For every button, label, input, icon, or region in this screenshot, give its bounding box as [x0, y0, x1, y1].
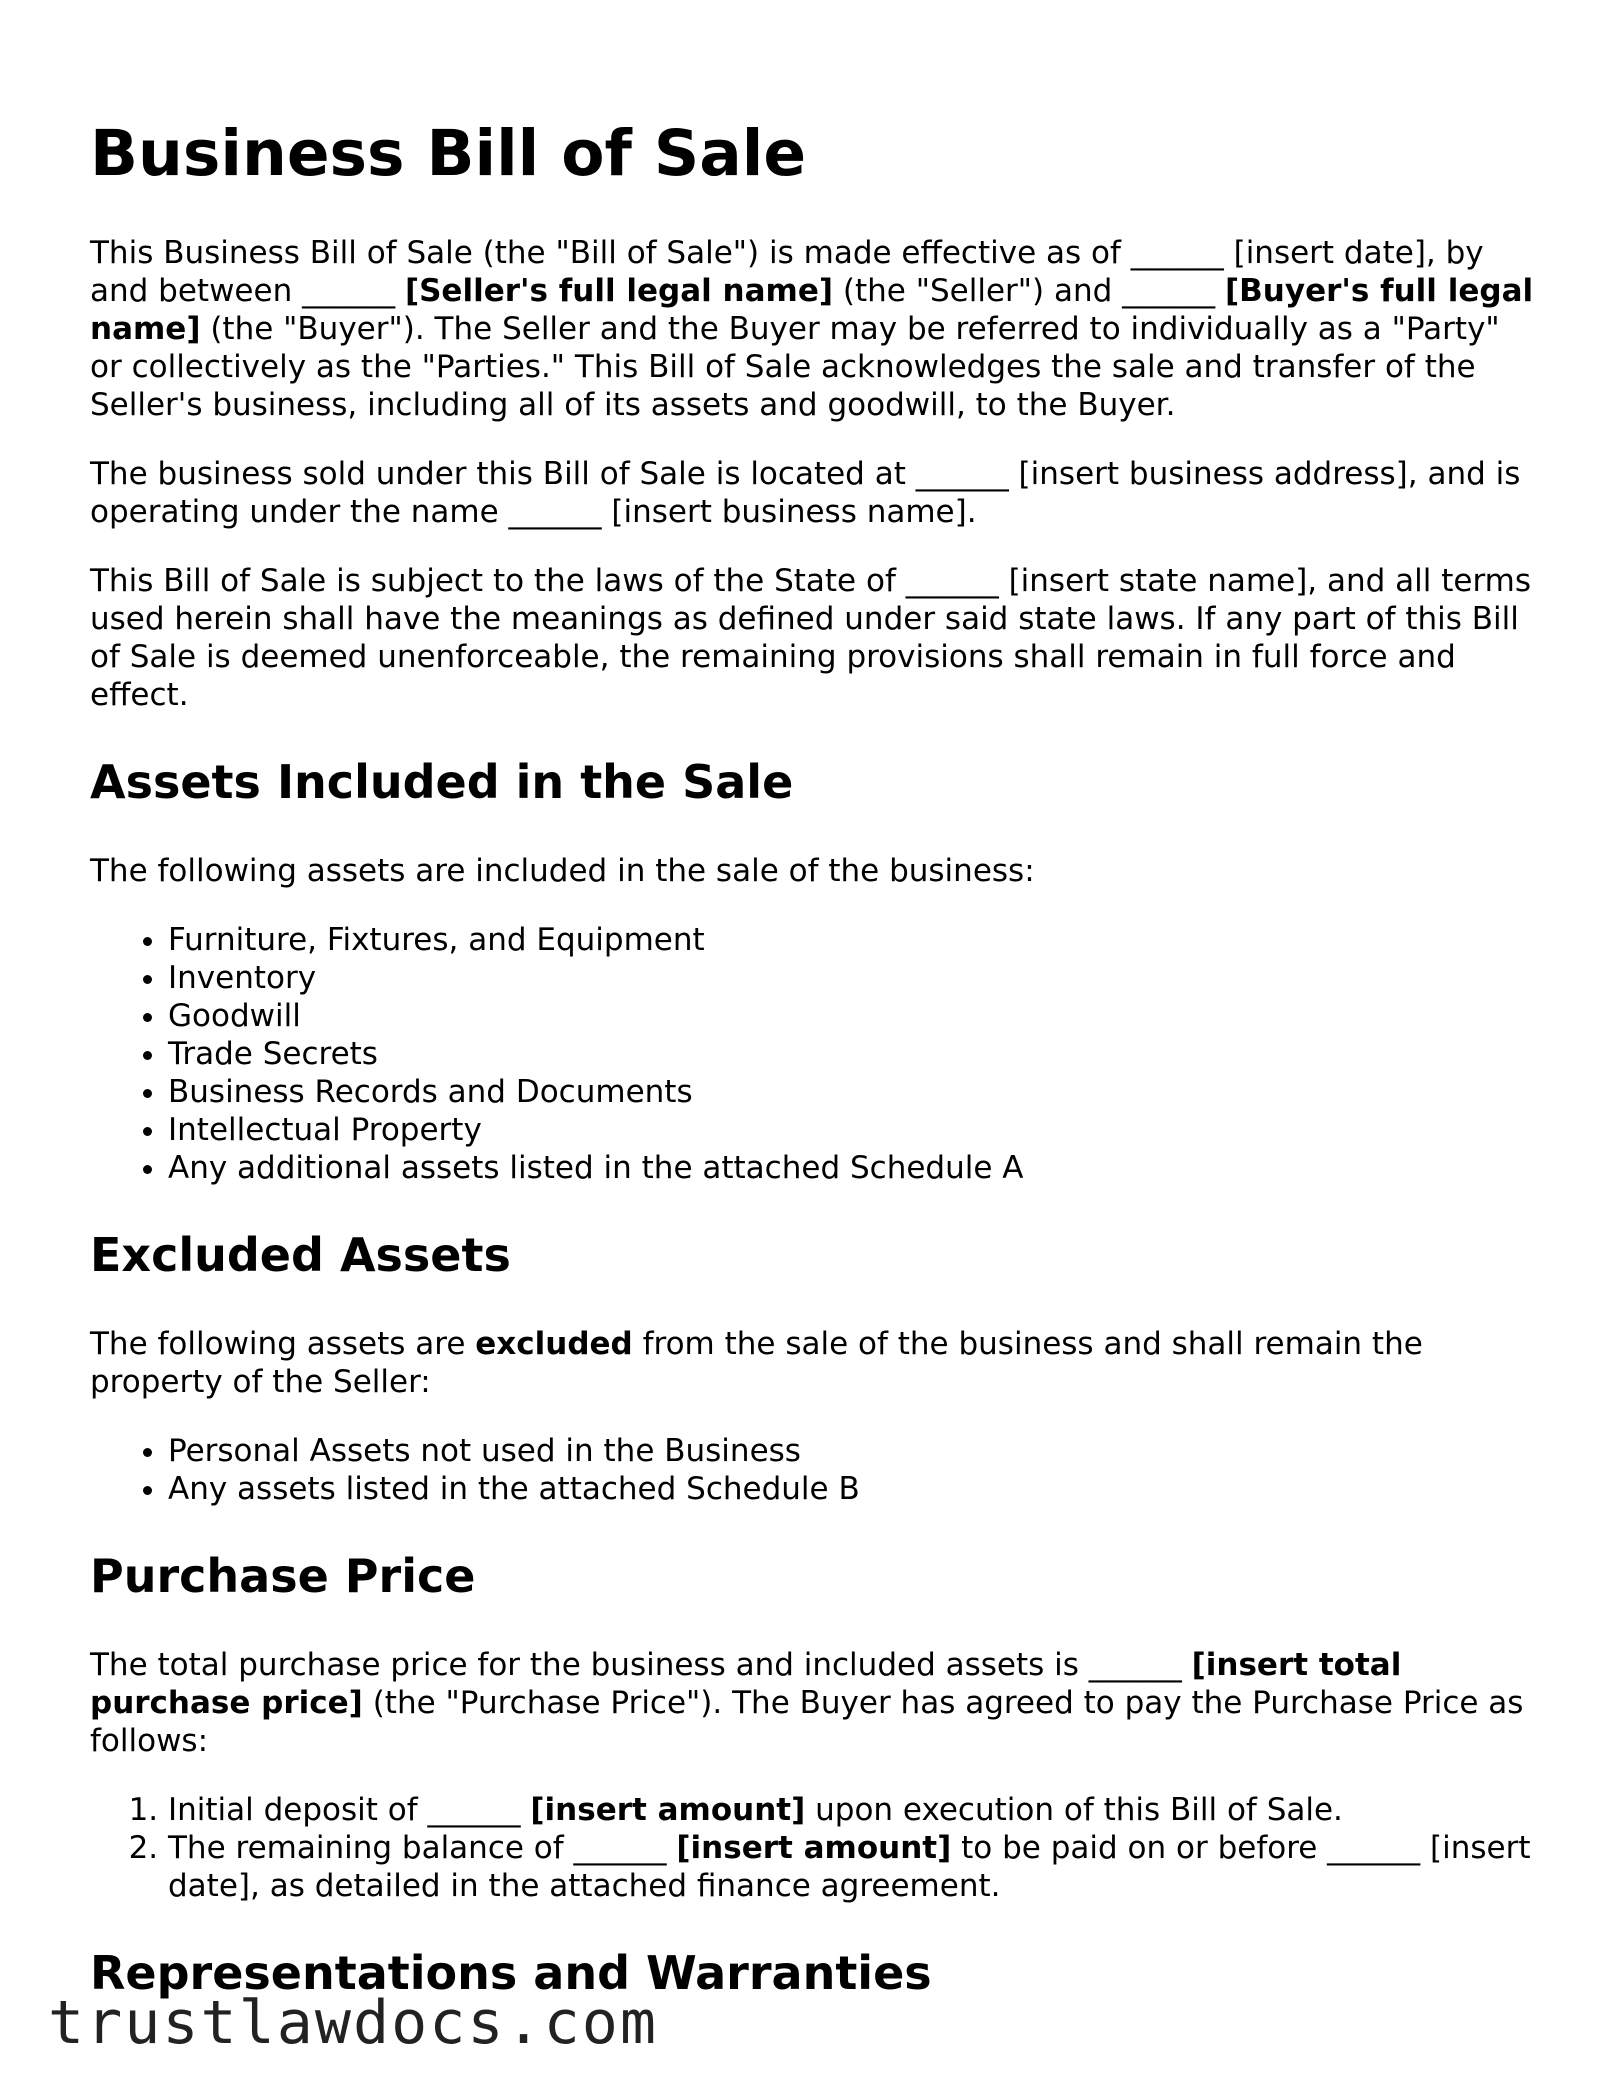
list-item: • Furniture, Fixtures, and Equipment — [168, 921, 1540, 959]
buyer-name-placeholder: [Buyer's full legal name] — [90, 273, 1534, 347]
excluded-assets-heading: Excluded Assets — [90, 1228, 511, 1282]
payment-step-pre: The remaining balance of ______ — [168, 1830, 677, 1866]
excluded-keyword: excluded — [475, 1326, 633, 1362]
list-item: • Any additional assets listed in the attached Schedule A — [168, 1149, 1540, 1187]
intro-text-1: This Business Bill of Sale (the "Bill of Sale") is made effective as of ______ [insert date], by and between ______ — [90, 235, 1484, 309]
location-paragraph: The business sold under this Bill of Sale is located at ______ [insert business address], and is operating under the name ______ [insert business name]. — [90, 456, 1521, 530]
purchase-price-heading: Purchase Price — [90, 1549, 476, 1603]
excluded-assets-intro — [90, 1325, 1540, 1401]
list-item: • Inventory — [168, 959, 1540, 997]
representations-heading: Representations and Warranties — [90, 1946, 932, 2000]
list-item: • Intellectual Property — [168, 1111, 1540, 1149]
assets-included-list — [90, 921, 1540, 1187]
total-price-placeholder: [insert total purchase price] — [90, 1647, 1402, 1721]
amount-placeholder: [insert amount] — [530, 1792, 806, 1828]
intro-text-2: (the "Seller") and ______ — [833, 273, 1225, 309]
excluded-assets-list — [90, 1432, 1540, 1508]
excluded-intro-pre: The following assets are — [90, 1326, 476, 1362]
assets-included-heading: Assets Included in the Sale — [90, 755, 794, 809]
payment-step-post: to be paid on or before ______ [insert date], as detailed in the attached finance agreement. — [168, 1830, 1531, 1904]
document-page — [90, 100, 1540, 2043]
list-item: • Goodwill — [168, 997, 1540, 1035]
purchase-price-paragraph — [90, 1646, 1540, 1760]
purchase-price-pre: The total purchase price for the business and included assets is ______ — [90, 1647, 1192, 1683]
payment-steps-list — [90, 1791, 1540, 1905]
list-item: • Any assets listed in the attached Schedule B — [168, 1470, 1540, 1508]
purchase-price-post: (the "Purchase Price"). The Buyer has agreed to pay the Purchase Price as follows: — [90, 1685, 1524, 1759]
governing-law-paragraph: This Bill of Sale is subject to the laws of the State of ______ [insert state name], and all terms used herein shall have the meanings as defined under said state laws. If any part of this Bill of Sale is deemed unenforceable, the remaining provisions shall remain in full force and effect. — [90, 563, 1532, 713]
intro-paragraph — [90, 234, 1540, 424]
document-title: Business Bill of Sale — [90, 117, 807, 190]
intro-text-3: (the "Buyer"). The Seller and the Buyer may be referred to individually as a "Party" or collectively as the "Parties." This Bill of Sale acknowledges the sale and transfer of the Seller's business, including all of its assets and goodwill, to the Buyer. — [90, 311, 1500, 423]
payment-step — [168, 1829, 1540, 1905]
list-item: • Trade Secrets — [168, 1035, 1540, 1073]
payment-step-pre: Initial deposit of ______ — [168, 1792, 531, 1828]
payment-step — [168, 1791, 1540, 1829]
list-item: • Business Records and Documents — [168, 1073, 1540, 1111]
excluded-intro-post: from the sale of the business and shall remain the property of the Seller: — [90, 1326, 1423, 1400]
amount-placeholder: [insert amount] — [676, 1830, 952, 1866]
payment-step-post: upon execution of this Bill of Sale. — [805, 1792, 1343, 1828]
list-item: • Personal Assets not used in the Business — [168, 1432, 1540, 1470]
seller-name-placeholder: [Seller's full legal name] — [404, 273, 834, 309]
assets-included-intro: The following assets are included in the sale of the business: — [90, 853, 1035, 889]
watermark: trustlawdocs.com — [48, 1988, 658, 2058]
